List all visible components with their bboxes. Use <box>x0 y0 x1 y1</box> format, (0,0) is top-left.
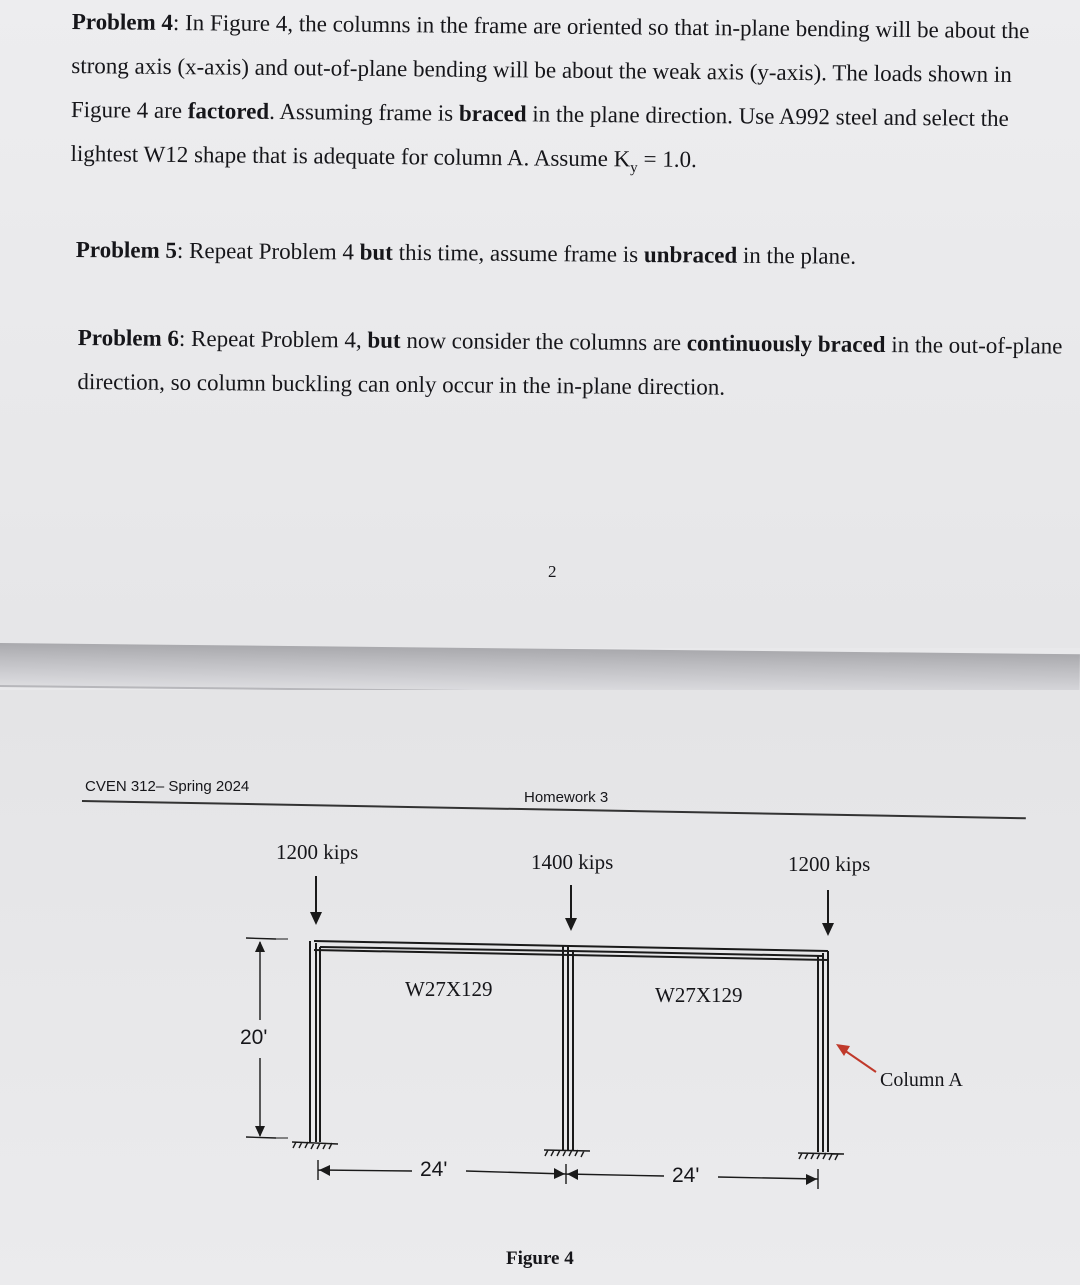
load-label-middle: 1400 kips <box>531 850 614 874</box>
support-middle <box>544 1150 590 1157</box>
column-left <box>310 941 320 1142</box>
height-label: 20' <box>240 1026 268 1049</box>
subscript: y <box>630 159 638 177</box>
height-dimension-ticks <box>276 939 288 1138</box>
column-a-label: Column A <box>880 1069 963 1091</box>
span-label-left: 24' <box>420 1158 448 1181</box>
beam-left <box>314 941 570 955</box>
span-arrowhead-left <box>319 1165 330 1176</box>
column-a <box>818 951 828 1152</box>
problem-6-label: Problem 6 <box>77 324 180 351</box>
problem-6-part: in the out-of-plane direction, so column buckling can only occur in the in-plane direction. <box>77 332 1063 400</box>
problem-4-bold: braced <box>458 100 527 127</box>
problem-5-part: this time, assume frame is <box>392 239 645 267</box>
figure-caption: Figure 4 <box>506 1248 574 1269</box>
beam-label-right: W27X129 <box>655 983 743 1007</box>
span-arrowhead-mid-left <box>554 1168 565 1179</box>
problem-4-part: : In Figure 4, the columns in the frame are oriented so that in-plane bending will be about the strong axis (x-axis) and out-of-plane bending will be about the weak axis (y-axis). The loads shown in Figure 4 are <box>70 9 1030 124</box>
load-arrowhead-right <box>822 923 834 936</box>
course-header: CVEN 312– Spring 2024 <box>85 778 250 795</box>
span-label-right: 24' <box>672 1164 700 1187</box>
dim-arrowhead-top <box>255 941 265 952</box>
dim-arrowhead-bottom <box>255 1126 265 1137</box>
column-a-pointer-line <box>844 1050 876 1072</box>
problem-4-part: in the plane direction. Use A992 steel and select the lightest W12 shape that is adequate for column A. Assume K <box>70 101 1009 172</box>
problem-5-bold: unbraced <box>643 241 738 268</box>
problem-4-part: . Assuming frame is <box>269 98 460 126</box>
problem-4-part: = 1.0. <box>637 146 697 173</box>
homework-header: Homework 3 <box>524 789 609 806</box>
span-arrowhead-mid-right <box>567 1169 578 1180</box>
load-label-left: 1200 kips <box>276 840 359 864</box>
problem-5-label: Problem 5 <box>75 236 178 263</box>
problem-4-bold: factored <box>187 98 270 124</box>
load-label-right: 1200 kips <box>788 852 871 876</box>
problem-4-label: Problem 4 <box>71 8 174 35</box>
problem-6-bold: but <box>367 327 401 353</box>
beam-right <box>570 946 828 960</box>
problem-5-part: : Repeat Problem 4 <box>176 237 360 265</box>
beam-label-left: W27X129 <box>405 977 493 1001</box>
problem-5-part: in the plane. <box>737 242 857 269</box>
problem-5-bold: but <box>359 239 394 265</box>
load-arrowhead-left <box>310 912 322 925</box>
span-arrowhead-right <box>806 1174 817 1185</box>
column-a-pointer-head <box>836 1044 850 1056</box>
problem-6-part: now consider the columns are <box>400 327 687 356</box>
column-middle <box>563 946 573 1150</box>
support-left <box>292 1142 338 1149</box>
load-arrowhead-middle <box>565 918 577 931</box>
page-number: 2 <box>548 562 557 581</box>
problem-6-part: : Repeat Problem 4, <box>178 325 368 353</box>
support-right <box>798 1153 844 1160</box>
problem-6-bold: continuously braced <box>686 330 886 358</box>
